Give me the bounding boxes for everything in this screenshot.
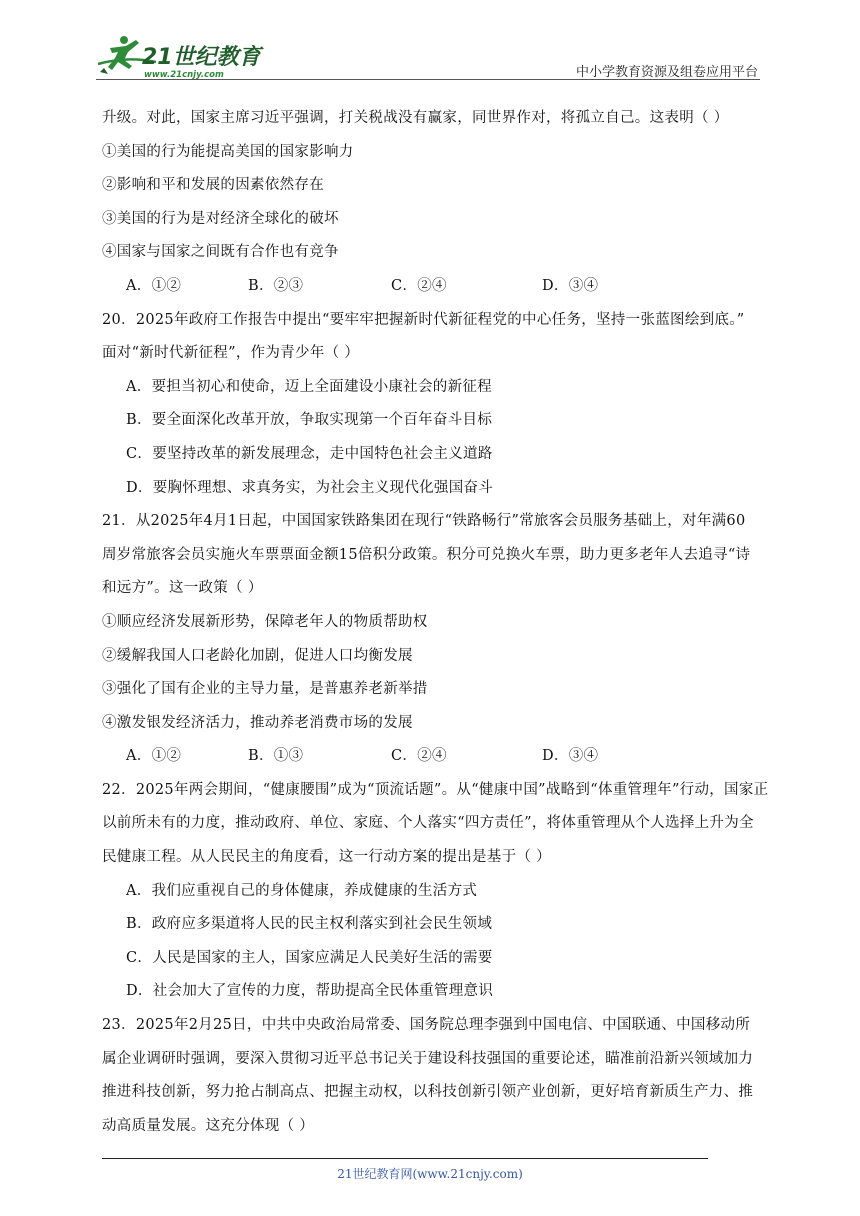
q21-item-4: ④激发银发经济活力，推动养老消费市场的发展 — [102, 714, 413, 731]
q21-stem-line-1: 21．从2025年4月1日起，中国国家铁路集团在现行“铁路畅行”常旅客会员服务基础上，对年满60 — [102, 513, 746, 530]
q23-stem-line-1: 23．2025年2月25日，中共中央政治局常委、国务院总理李强到中国电信、中国联通、中国移动所 — [102, 1017, 751, 1034]
q22-option-c[interactable]: C．人民是国家的主人，国家应满足人民美好生活的需要 — [126, 949, 493, 966]
q22-stem-line-1: 22．2025年两会期间，“健康腰围”成为“顶流话题”。从“健康中国”战略到“体重管理年”行动，国家正 — [102, 781, 769, 798]
q23-stem-line-3: 推进科技创新，努力抢占制高点、把握主动权，以科技创新引领产业创新，更好培育新质生产力、推 — [102, 1084, 754, 1101]
q22-option-d[interactable]: D．社会加大了宣传的力度，帮助提高全民体重管理意识 — [126, 983, 494, 1000]
q21-item-2: ②缓解我国人口老龄化加剧，促进人口均衡发展 — [102, 647, 413, 664]
q19-item-4: ④国家与国家之间既有合作也有竞争 — [102, 244, 339, 261]
logo-url: www.21cnjy.com — [144, 70, 224, 80]
logo-text: 21世纪教育 — [142, 45, 261, 70]
q22-stem-line-3: 民健康工程。从人民民主的角度看，这一行动方案的提出是基于（ ） — [102, 849, 551, 866]
page-header — [0, 0, 860, 80]
q20-option-a[interactable]: A．要担当初心和使命，迈上全面建设小康社会的新征程 — [126, 378, 492, 395]
q19-item-1: ①美国的行为能提高美国的国家影响力 — [102, 143, 354, 160]
q20-stem-line-2: 面对“新时代新征程”，作为青少年（ ） — [102, 345, 360, 362]
q21-option-c[interactable]: C．②④ — [391, 748, 447, 765]
q19-stem: 升级。对此，国家主席习近平强调，打关税战没有赢家，同世界作对，将孤立自己。这表明（ ） — [102, 110, 729, 126]
q23-stem-line-2: 属企业调研时强调，要深入贯彻习近平总书记关于建设科技强国的重要论述，瞄准前沿新兴领域加力 — [102, 1050, 754, 1067]
q19-options — [102, 270, 766, 304]
q19-item-3: ③美国的行为是对经济全球化的破坏 — [102, 210, 339, 227]
q19-option-c[interactable]: C．②④ — [391, 277, 447, 294]
q23-stem-line-4: 动高质量发展。这充分体现（ ） — [102, 1117, 315, 1134]
q21-option-d[interactable]: D．③④ — [542, 748, 599, 765]
q20-option-d[interactable]: D．要胸怀理想、求真务实，为社会主义现代化强国奋斗 — [126, 479, 494, 496]
q19-option-a[interactable]: A．①② — [126, 277, 182, 294]
q21-item-1: ①顺应经济发展新形势，保障老年人的物质帮助权 — [102, 613, 428, 630]
footer-divider — [102, 1158, 708, 1159]
q21-stem-line-3: 和远方”。这一政策（ ） — [102, 580, 263, 597]
q19-item-2: ②影响和平和发展的因素依然存在 — [102, 177, 324, 194]
q21-options — [102, 740, 766, 774]
q21-stem-line-2: 周岁常旅客会员实施火车票票面金额15倍积分政策。积分可兑换火车票，助力更多老年人去追寻“诗 — [102, 546, 751, 563]
q22-option-a[interactable]: A．我们应重视自己的身体健康，养成健康的生活方式 — [126, 882, 478, 899]
q20-option-b[interactable]: B．要全面深化改革开放，争取实现第一个百年奋斗目标 — [126, 412, 493, 429]
q20-option-c[interactable]: C．要坚持改革的新发展理念，走中国特色社会主义道路 — [126, 445, 493, 462]
site-logo[interactable] — [96, 34, 266, 82]
q19-option-d[interactable]: D．③④ — [542, 277, 599, 294]
q21-option-b[interactable]: B．①③ — [248, 748, 304, 765]
document-body — [102, 102, 769, 1143]
q22-stem-line-2: 以前所未有的力度，推动政府、单位、家庭、个人落实“四方责任”，将体重管理从个人选择上升为全 — [102, 815, 754, 832]
q20-stem-line-1: 20．2025年政府工作报告中提出“要牢牢把握新时代新征程党的中心任务，坚持一张蓝图绘到底。” — [102, 311, 745, 328]
footer-link[interactable]: 21世纪教育网(www.21cnjy.com) — [337, 1167, 523, 1181]
q21-item-3: ③强化了国有企业的主导力量，是普惠养老新举措 — [102, 681, 428, 698]
header-divider — [96, 79, 760, 80]
q19-option-b[interactable]: B．②③ — [248, 277, 304, 294]
q22-option-b[interactable]: B．政府应多渠道将人民的民主权利落实到社会民生领域 — [126, 916, 493, 933]
platform-title: 中小学教育资源及组卷应用平台 — [575, 65, 758, 80]
q21-option-a[interactable]: A．①② — [126, 748, 182, 765]
runner-logo-icon — [96, 34, 266, 82]
